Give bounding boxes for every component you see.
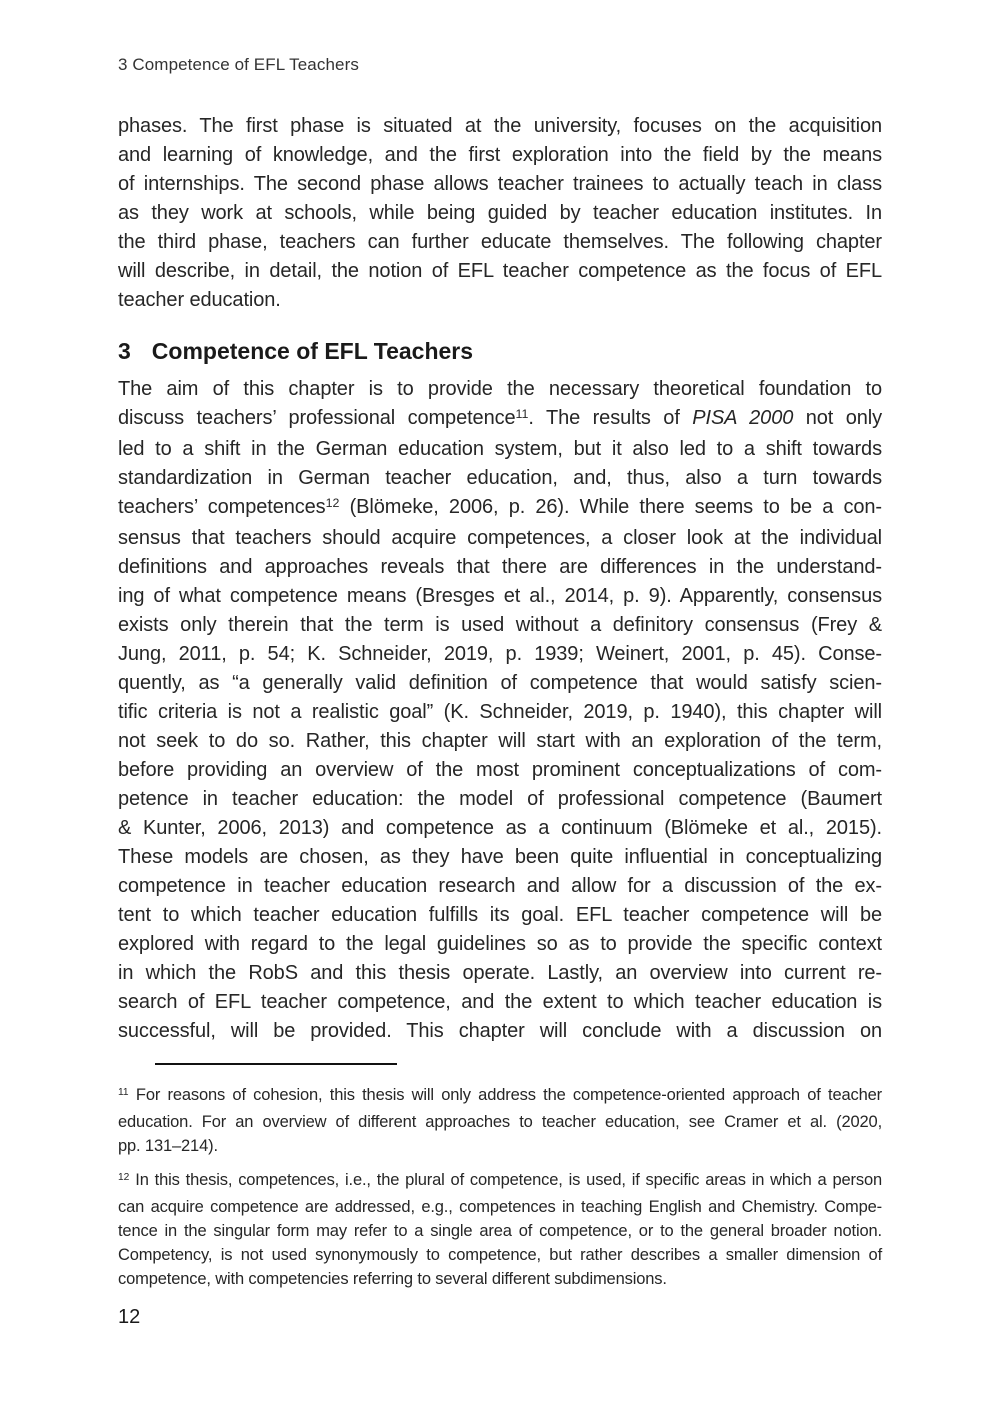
text-line: and learning of knowledge, and the first exploration into the field by the means: [118, 144, 882, 166]
running-header: 3 Competence of EFL Teachers: [118, 55, 359, 74]
text-line: before providing an overview of the most prominent conceptualizations of com-: [118, 759, 882, 781]
text-segment: (Blömeke, 2006, p. 26). While there seems to be a con-: [339, 496, 882, 518]
footnote-12: [118, 1168, 882, 1291]
text-line: as they work at schools, while being guided by teacher education institutes. In: [118, 202, 882, 224]
text-line: Competency, is not used synonymously to competence, but rather describes a smaller dimension of: [118, 1246, 882, 1264]
text-line: [118, 1168, 882, 1195]
text-line: the third phase, teachers can further educate themselves. The following chapter: [118, 231, 882, 253]
footnote-marker: 11: [118, 1087, 129, 1099]
text-line: not seek to do so. Rather, this chapter will start with an exploration of the term,: [118, 730, 882, 752]
text-line: can acquire competence are addressed, e.g., competences in teaching English and Chemistry. Compe-: [118, 1198, 882, 1216]
footnote-marker: 12: [118, 1172, 130, 1184]
intro-paragraph: [118, 112, 882, 315]
text-line: These models are chosen, as they have been quite influential in conceptualizing: [118, 846, 882, 868]
text-line: [118, 493, 882, 524]
text-line: [118, 1083, 882, 1110]
text-line: explored with regard to the legal guidelines so as to provide the specific context: [118, 933, 882, 955]
text-segment: teachers’ competences: [118, 496, 326, 518]
text-line: ing of what competence means (Bresges et al., 2014, p. 9). Apparently, consensus: [118, 585, 882, 607]
text-line: The aim of this chapter is to provide the necessary theoretical foundation to: [118, 378, 882, 400]
text-line: successful, will be provided. This chapter will conclude with a discussion on: [118, 1020, 882, 1042]
footnote-marker: 12: [325, 496, 340, 511]
text-line: & Kunter, 2006, 2013) and competence as a continuum (Blömeke et al., 2015).: [118, 817, 882, 839]
text-line: tific criteria is not a realistic goal” (K. Schneider, 2019, p. 1940), this chapter will: [118, 701, 882, 723]
text-line: competence, with competencies referring to several different subdimensions.: [118, 1270, 667, 1288]
text-line: exists only therein that the term is used without a definitory consensus (Frey &: [118, 614, 882, 636]
text-line: tence in the singular form may refer to a single area of competence, or to the general broader notion.: [118, 1222, 882, 1240]
body-paragraph: [118, 375, 882, 1046]
text-segment: In this thesis, competences, i.e., the plural of competence, is used, if specific areas in which a person: [129, 1171, 882, 1189]
text-line: [118, 404, 882, 435]
section-heading-title: Competence of EFL Teachers: [151, 338, 474, 364]
section-heading-number: 3: [118, 338, 131, 364]
footnote-11: [118, 1083, 882, 1158]
text-line: of internships. The second phase allows teacher trainees to actually teach in class: [118, 173, 882, 195]
text-line: Jung, 2011, p. 54; K. Schneider, 2019, p. 1939; Weinert, 2001, p. 45). Conse-: [118, 643, 882, 665]
text-line: standardization in German teacher education, and, thus, also a turn towards: [118, 467, 882, 489]
text-segment: discuss teachers’ professional competence: [118, 407, 516, 429]
text-line: competence in teacher education research and allow for a discussion of the ex-: [118, 875, 882, 897]
text-segment: For reasons of cohesion, this thesis will only address the competence-oriented approach of teacher: [128, 1086, 882, 1104]
italic-text: PISA 2000: [692, 407, 794, 429]
text-segment: not only: [793, 407, 883, 429]
text-line: pp. 131–214).: [118, 1137, 218, 1155]
text-line: led to a shift in the German education system, but it also led to a shift towards: [118, 438, 882, 460]
text-line: teacher education.: [118, 289, 281, 311]
footnote-marker: 11: [515, 407, 529, 422]
text-segment: . The results of: [528, 407, 693, 429]
text-line: tent to which teacher education fulfills its goal. EFL teacher competence will be: [118, 904, 882, 926]
text-line: sensus that teachers should acquire competences, a closer look at the individual: [118, 527, 882, 549]
text-line: definitions and approaches reveals that there are differences in the understand-: [118, 556, 882, 578]
text-line: phases. The first phase is situated at the university, focuses on the acquisition: [118, 115, 882, 137]
section-heading: [118, 336, 882, 366]
text-line: in which the RobS and this thesis operate. Lastly, an overview into current re-: [118, 962, 882, 984]
text-line: quently, as “a generally valid definition of competence that would satisfy scien-: [118, 672, 882, 694]
text-line: search of EFL teacher competence, and the extent to which teacher education is: [118, 991, 882, 1013]
text-line: petence in teacher education: the model of professional competence (Baumert: [118, 788, 882, 810]
text-line: will describe, in detail, the notion of EFL teacher competence as the focus of EFL: [118, 260, 882, 282]
footnote-divider: [155, 1063, 397, 1065]
text-line: education. For an overview of different approaches to teacher education, see Cramer et al. (2020,: [118, 1113, 882, 1131]
page-number: 12: [118, 1306, 141, 1328]
